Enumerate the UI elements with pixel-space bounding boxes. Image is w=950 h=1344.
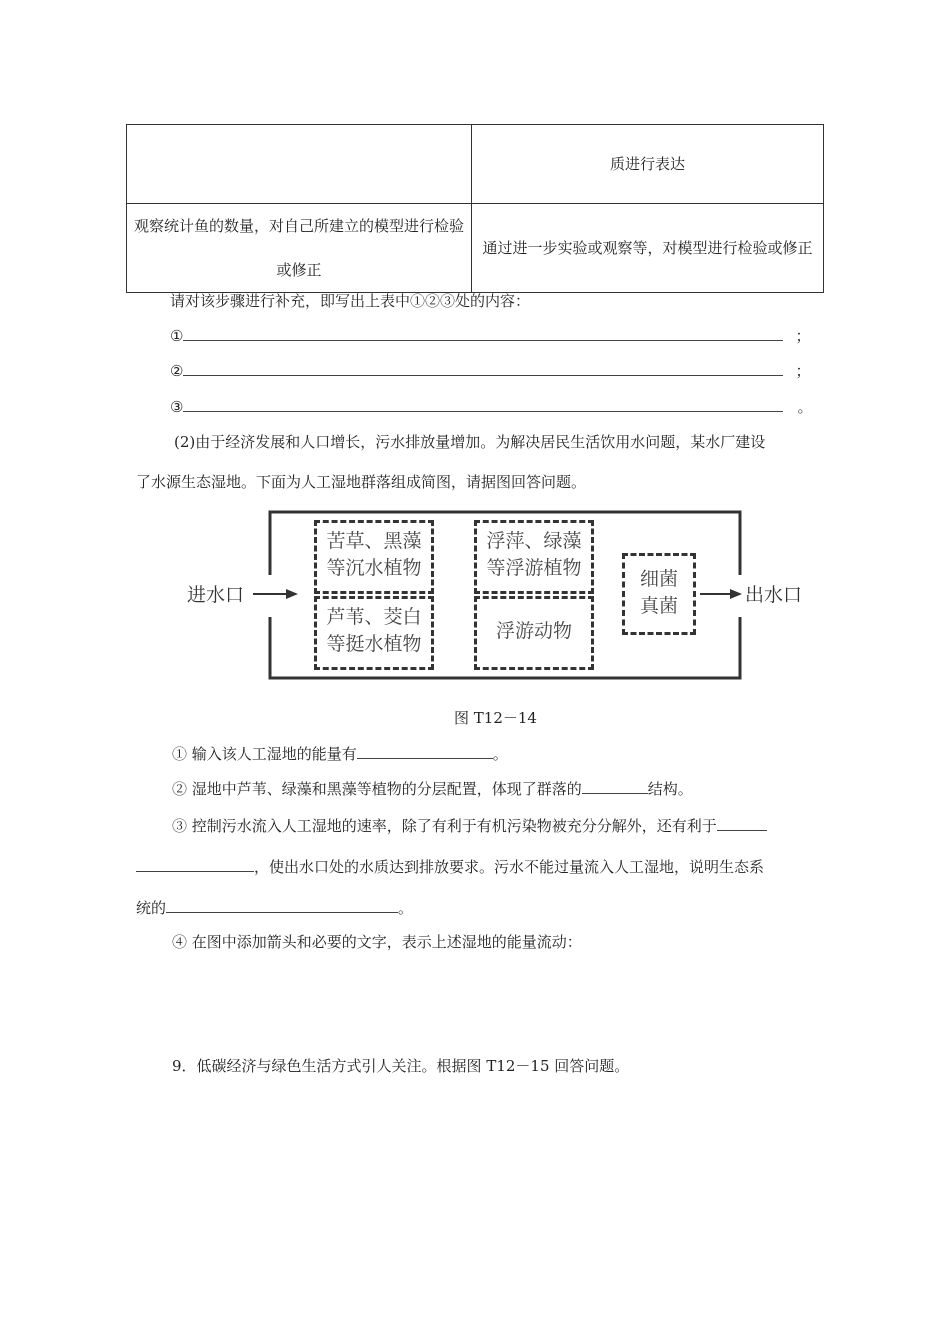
emergent-plants-box bbox=[314, 596, 434, 670]
outlet-label: 出水口 bbox=[745, 584, 803, 606]
blank-line-3 bbox=[170, 397, 812, 417]
table-row bbox=[127, 204, 824, 293]
answer-blank-1[interactable] bbox=[183, 326, 783, 341]
blank-end: ； bbox=[795, 327, 811, 345]
subq-text: 结构。 bbox=[647, 780, 693, 798]
decomposers-box bbox=[622, 553, 696, 635]
subq-3-line2 bbox=[136, 857, 764, 877]
subq-4: ④ 在图中添加箭头和必要的文字，表示上述湿地的能量流动： bbox=[172, 933, 582, 951]
subq-3-line3 bbox=[136, 898, 413, 918]
blank-line-1 bbox=[170, 326, 810, 346]
question-9: 9．低碳经济与绿色生活方式引人关注。根据图 T12－15 回答问题。 bbox=[172, 1057, 630, 1075]
box-line: 等挺水植物 bbox=[326, 633, 422, 655]
subq-3-line1 bbox=[172, 816, 767, 836]
blank-marker: ② bbox=[170, 362, 184, 380]
answer-blank-energy[interactable] bbox=[357, 744, 493, 759]
box-line: 芦苇、茭白 bbox=[326, 606, 422, 628]
subq-text: ① 输入该人工湿地的能量有 bbox=[172, 745, 357, 763]
answer-blank-rate-b[interactable] bbox=[136, 857, 254, 872]
subq-2 bbox=[172, 779, 693, 799]
table-cell: 质进行表达 bbox=[472, 125, 824, 204]
table-cell: 通过进一步实验或观察等，对模型进行检验或修正 bbox=[472, 204, 824, 293]
model-table bbox=[126, 124, 824, 293]
instruction-text: 请对该步骤进行补充，即写出上表中①②③处的内容： bbox=[170, 292, 531, 310]
subq-text: 。 bbox=[398, 899, 414, 917]
box-line: 真菌 bbox=[639, 595, 678, 617]
answer-blank-structure[interactable] bbox=[582, 779, 648, 794]
subq-text: 统的 bbox=[136, 899, 167, 917]
phytoplankton-box bbox=[474, 520, 594, 594]
table-row bbox=[127, 125, 824, 204]
table-cell bbox=[127, 125, 472, 204]
q2-intro-line1: (2)由于经济发展和人口增长，污水排放量增加。为解决居民生活饮用水问题，某水厂建设 bbox=[174, 433, 766, 451]
submerged-plants-box bbox=[314, 520, 434, 594]
table-cell: 观察统计鱼的数量，对自己所建立的模型进行检验或修正 bbox=[127, 204, 472, 293]
q2-intro-line2: 了水源生态湿地。下面为人工湿地群落组成简图，请据图回答问题。 bbox=[136, 473, 587, 491]
box-line: 等沉水植物 bbox=[326, 557, 422, 579]
answer-blank-ecosystem[interactable] bbox=[166, 898, 398, 913]
blank-marker: ③ bbox=[170, 398, 184, 416]
figure-caption: 图 T12－14 bbox=[454, 709, 537, 727]
blank-line-2 bbox=[170, 361, 810, 381]
blank-end: ； bbox=[795, 362, 811, 380]
box-line: 浮游动物 bbox=[495, 620, 572, 642]
zooplankton-box bbox=[474, 596, 594, 670]
blank-end: 。 bbox=[797, 398, 813, 416]
subq-text: 。 bbox=[492, 745, 508, 763]
inlet-label: 进水口 bbox=[187, 584, 245, 606]
box-line: 浮萍、绿藻 bbox=[486, 530, 582, 552]
box-line: 苦草、黑藻 bbox=[326, 530, 422, 552]
answer-blank-2[interactable] bbox=[183, 361, 783, 376]
subq-text: ③ 控制污水流入人工湿地的速率，除了有利于有机污染物被充分分解外，还有利于 bbox=[172, 817, 717, 835]
box-line: 等浮游植物 bbox=[486, 557, 582, 579]
subq-text: ，使出水口处的水质达到排放要求。污水不能过量流入人工湿地，说明生态系 bbox=[254, 858, 765, 876]
answer-blank-rate-a[interactable] bbox=[717, 816, 767, 831]
answer-blank-3[interactable] bbox=[183, 397, 783, 412]
subq-1 bbox=[172, 744, 508, 764]
blank-marker: ① bbox=[170, 327, 184, 345]
box-line: 细菌 bbox=[639, 568, 678, 590]
subq-text: ② 湿地中芦苇、绿藻和黑藻等植物的分层配置，体现了群落的 bbox=[172, 780, 582, 798]
